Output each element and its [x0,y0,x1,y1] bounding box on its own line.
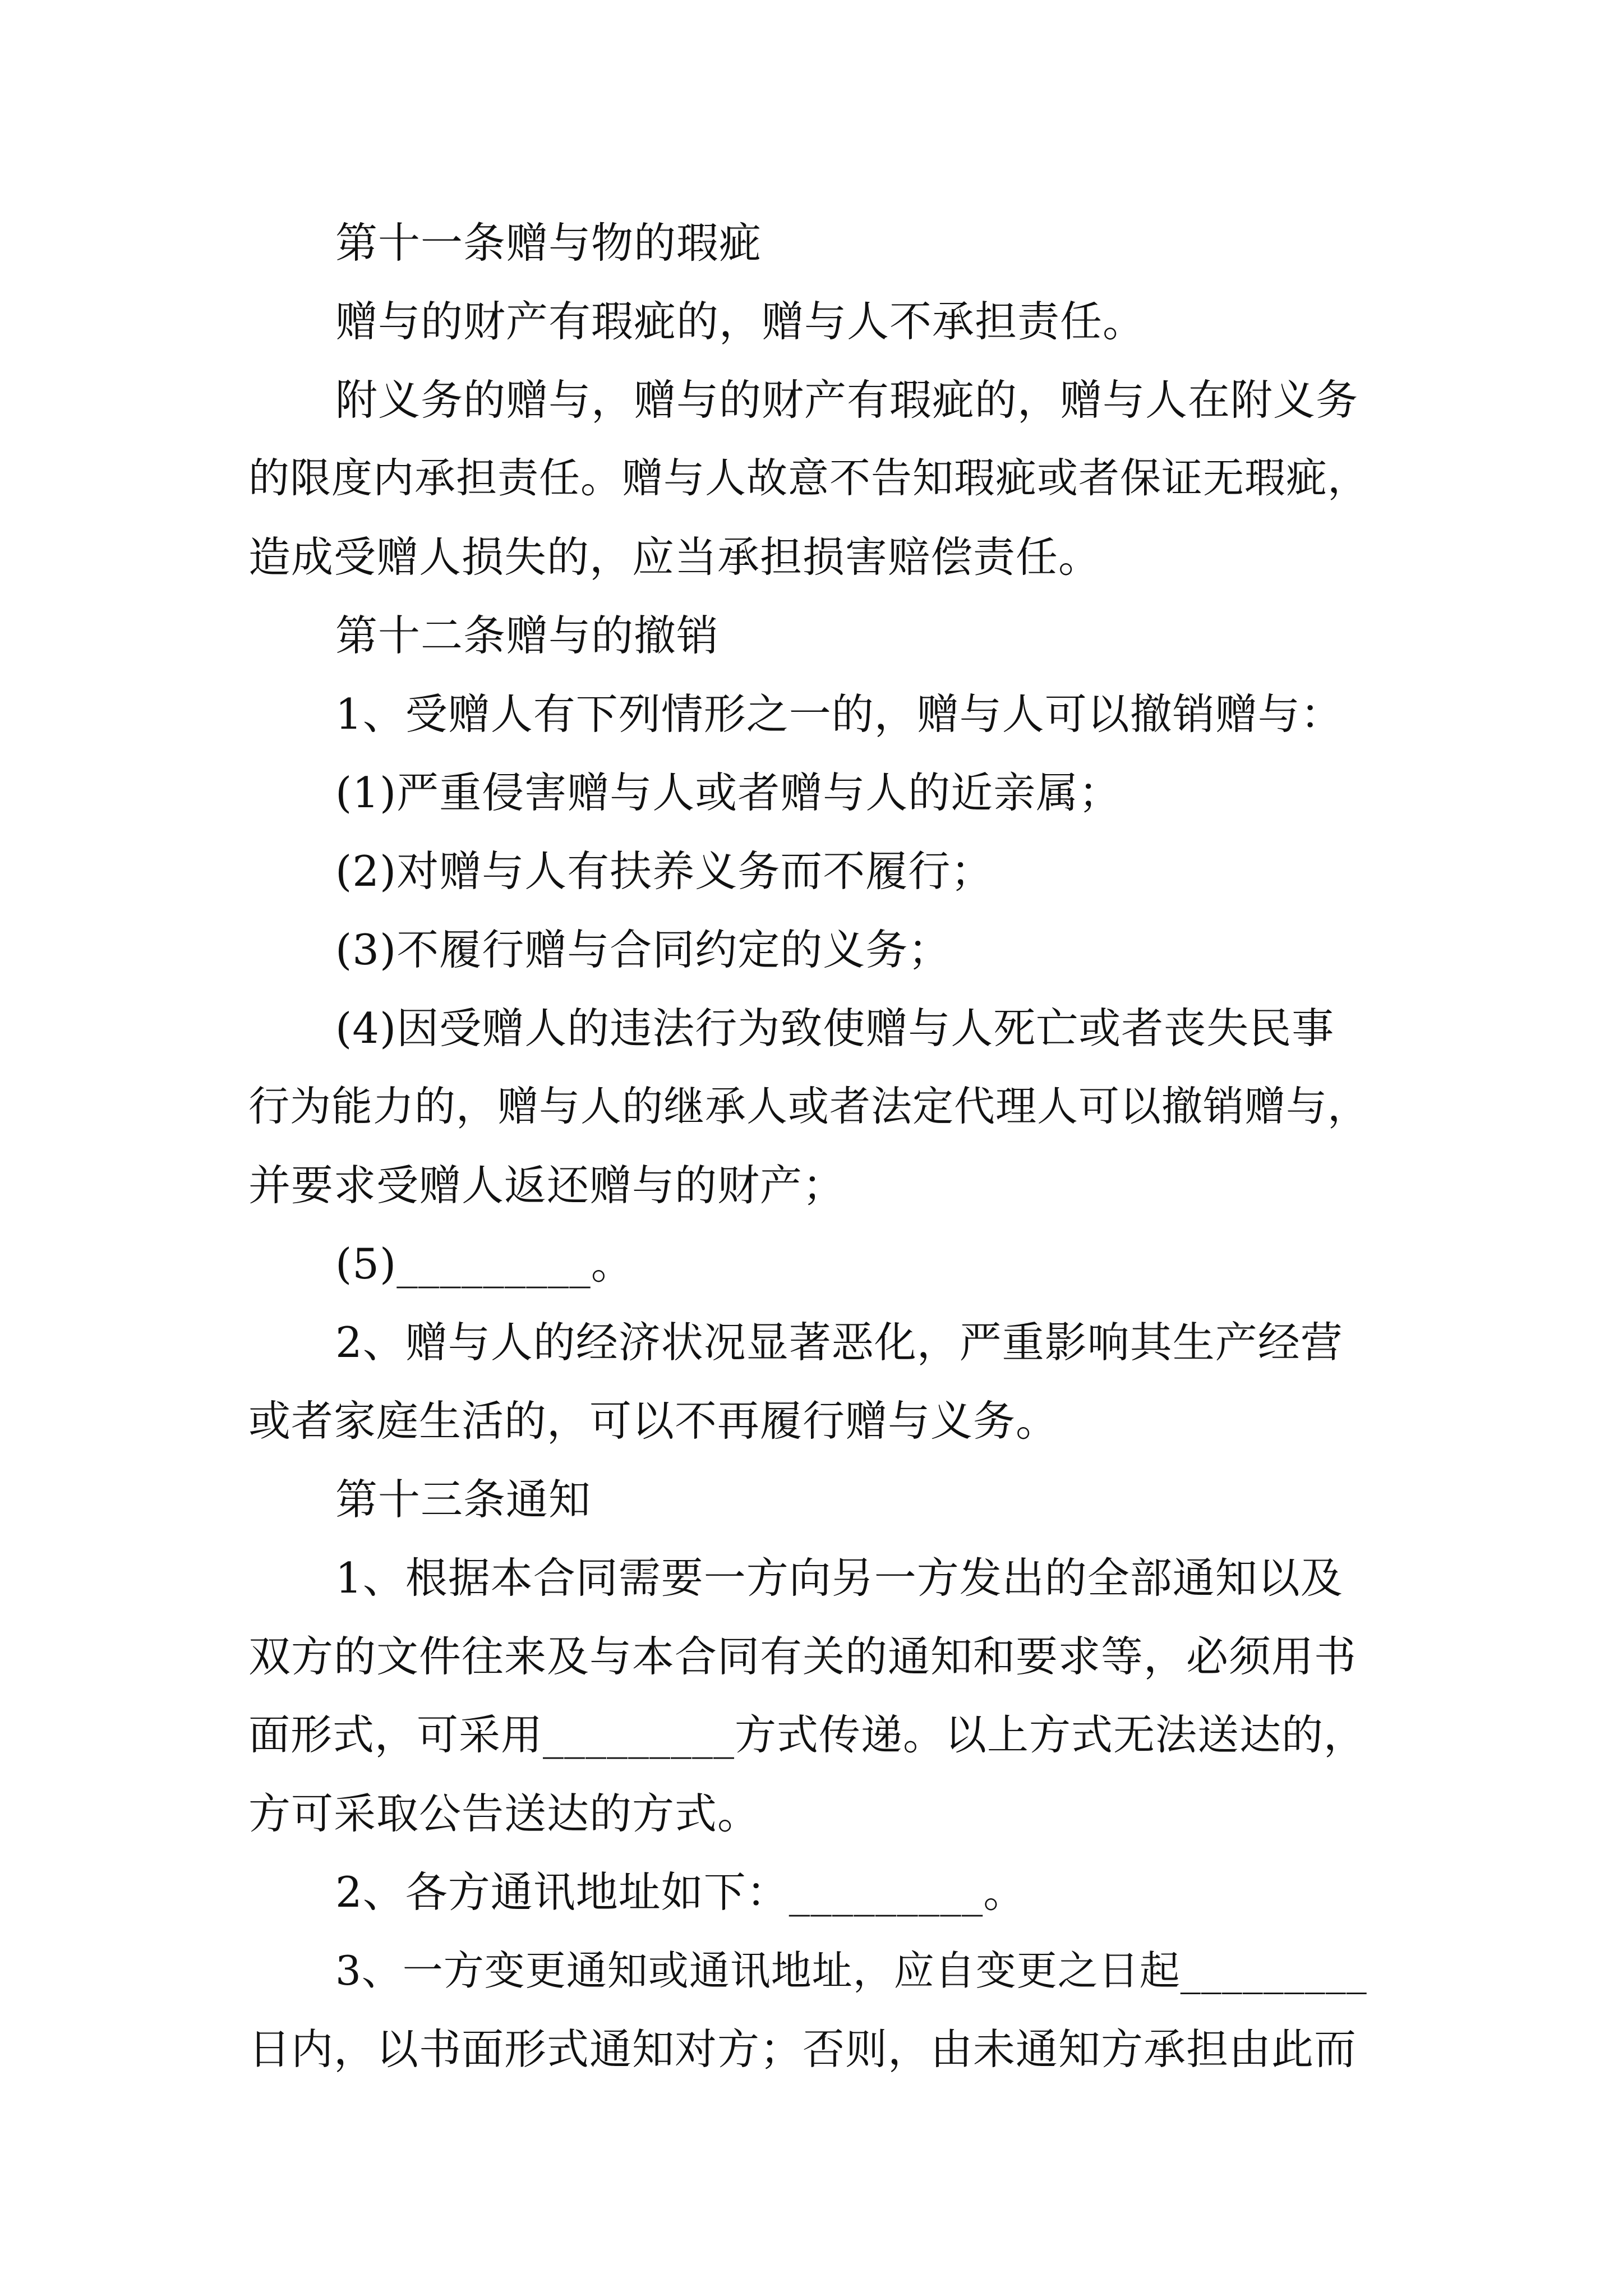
article-13-item-1-l4: 方可采取公告送达的方式。 [248,1789,760,1838]
article-12-item-1: 1、受赠人有下列情形之一的，赠与人可以撤销赠与： [335,689,1343,739]
article-11-paragraph-1: 赠与的财产有瑕疵的，赠与人不承担责任。 [335,297,1146,346]
article-13-item-2: 2、各方通讯地址如下：_________。 [335,1867,1026,1917]
article-12-subitem-4: (4)因受赠人的违法行为致使赠与人死亡或者丧失民事 [335,1004,1335,1053]
article-12-item-2-l2: 或者家庭生活的，可以不再履行赠与义务。 [248,1396,1059,1446]
article-11-paragraph-2: 附义务的赠与，赠与的财产有瑕疵的，赠与人在附义务 [335,375,1359,425]
article-11-paragraph-2-l2: 的限度内承担责任。赠与人故意不告知瑕疵或者保证无瑕疵， [248,454,1369,502]
article-12-subitem-5: (5)_________。 [335,1239,634,1289]
article-13-item-3: 3、一方变更通知或通讯地址，应自变更之日起_________ [335,1947,1367,1994]
article-13-item-1-l2: 双方的文件往来及与本合同有关的通知和要求等，必须用书 [248,1632,1357,1681]
article-12-subitem-3: (3)不履行赠与合同约定的义务； [335,925,951,974]
article-11-heading: 第十一条赠与物的瑕疵 [335,218,762,268]
article-12-subitem-1: (1)严重侵害赠与人或者赠与人的近亲属； [335,768,1122,817]
article-12-heading: 第十二条赠与的撤销 [335,611,720,660]
article-12-subitem-2: (2)对赠与人有扶养义务而不履行； [335,846,994,896]
article-13-item-1-l3: 面形式，可采用_________方式传递。以上方式无法送达的， [248,1711,1366,1759]
article-12-subitem-4-l2: 行为能力的，赠与人的继承人或者法定代理人可以撤销赠与， [248,1083,1369,1130]
article-13-item-1: 1、根据本合同需要一方向另一方发出的全部通知以及 [335,1553,1343,1603]
article-13-item-3-l2: 日内，以书面形式通知对方；否则，由未通知方承担由此而 [248,2024,1357,2074]
article-12-item-2: 2、赠与人的经济状况显著恶化，严重影响其生产经营 [335,1318,1343,1367]
article-13-heading: 第十三条通知 [335,1475,592,1524]
article-12-subitem-4-l3: 并要求受赠人返还赠与的财产； [248,1161,846,1210]
article-11-paragraph-2-l3: 造成受赠人损失的，应当承担损害赔偿责任。 [248,532,1101,582]
